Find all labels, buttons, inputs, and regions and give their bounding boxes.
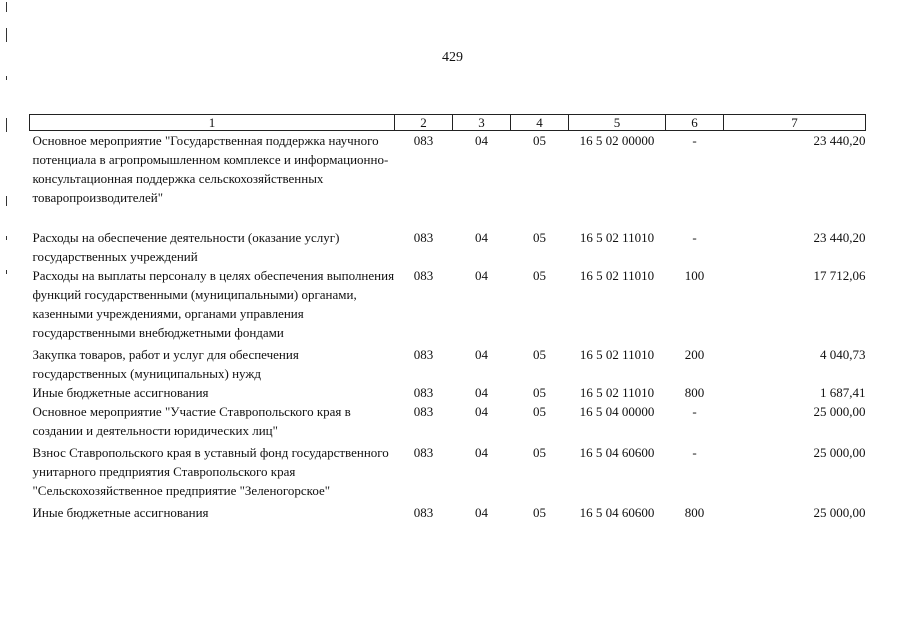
row-code: 083 (413, 385, 434, 400)
column-header-7: 7 (724, 115, 866, 131)
row-expense-type: 200 (684, 347, 705, 362)
table-row (30, 266, 866, 342)
row-code: 083 (413, 505, 434, 520)
row-amount: 1 687,41 (820, 385, 866, 400)
column-header-4: 4 (511, 115, 569, 131)
table-row (30, 383, 866, 402)
row-subsection: 05 (533, 268, 546, 283)
row-code: 083 (413, 133, 434, 148)
row-section: 04 (475, 445, 488, 460)
column-header-2: 2 (395, 115, 453, 131)
row-target-article: 16 5 02 11010 (579, 230, 655, 245)
row-subsection: 05 (533, 404, 546, 419)
row-target-article: 16 5 02 00000 (579, 133, 655, 148)
row-name: Закупка товаров, работ и услуг для обеспечения государственных (муниципальных) нужд (32, 347, 299, 381)
row-subsection: 05 (533, 445, 546, 460)
table-row (30, 131, 866, 208)
row-section: 04 (475, 385, 488, 400)
table-row (30, 503, 866, 522)
row-code: 083 (413, 268, 434, 283)
row-expense-type: - (692, 133, 697, 148)
table-row (30, 443, 866, 500)
row-section: 04 (475, 347, 488, 362)
row-target-article: 16 5 04 60600 (579, 505, 655, 520)
column-header-6: 6 (666, 115, 724, 131)
row-expense-type: 800 (684, 505, 705, 520)
row-subsection: 05 (533, 385, 546, 400)
row-expense-type: - (692, 445, 697, 460)
row-target-article: 16 5 02 11010 (579, 385, 655, 400)
row-amount: 23 440,20 (813, 230, 866, 245)
row-name: Основное мероприятие "Государственная поддержка научного потенциала в агропромышленном комплексе и информационно-консультационная поддержка сельскохозяйственных товаропроизводителей" (32, 133, 389, 205)
table-row (30, 345, 866, 383)
row-code: 083 (413, 230, 434, 245)
row-expense-type: - (692, 230, 697, 245)
scan-margin-marks (0, 0, 10, 640)
row-subsection: 05 (533, 347, 546, 362)
row-subsection: 05 (533, 230, 546, 245)
row-name: Иные бюджетные ассигнования (32, 385, 209, 400)
row-subsection: 05 (533, 133, 546, 148)
table-header-row (30, 115, 866, 131)
row-section: 04 (475, 268, 488, 283)
budget-table (29, 114, 866, 522)
column-header-5: 5 (569, 115, 666, 131)
row-name: Расходы на выплаты персоналу в целях обеспечения выполнения функций государственными (муниципальными) органами, казенными учреждениями, органами управления государственными внебюджетными фондами (32, 268, 395, 340)
row-section: 04 (475, 404, 488, 419)
row-expense-type: 800 (684, 385, 705, 400)
row-expense-type: - (692, 404, 697, 419)
row-amount: 25 000,00 (813, 404, 866, 419)
row-amount: 4 040,73 (820, 347, 866, 362)
row-target-article: 16 5 02 11010 (579, 347, 655, 362)
row-amount: 23 440,20 (813, 133, 866, 148)
row-name: Иные бюджетные ассигнования (32, 505, 209, 520)
row-target-article: 16 5 02 11010 (579, 268, 655, 283)
column-header-3: 3 (453, 115, 511, 131)
row-amount: 25 000,00 (813, 445, 866, 460)
row-name: Расходы на обеспечение деятельности (оказание услуг) государственных учреждений (32, 230, 340, 264)
row-amount: 17 712,06 (813, 268, 866, 283)
page-number: 429 (442, 50, 463, 65)
row-name: Взнос Ставропольского края в уставный фонд государственного унитарного предприятия Ставропольского края "Сельскохозяйственное предприятие "Зеленогорское" (32, 445, 389, 498)
row-section: 04 (475, 505, 488, 520)
table-row (30, 228, 866, 266)
row-subsection: 05 (533, 505, 546, 520)
column-header-1: 1 (30, 115, 395, 131)
row-code: 083 (413, 445, 434, 460)
row-target-article: 16 5 04 60600 (579, 445, 655, 460)
table-row (30, 402, 866, 440)
row-section: 04 (475, 230, 488, 245)
row-name: Основное мероприятие "Участие Ставропольского края в создании и деятельности юридических лиц" (32, 404, 351, 438)
row-section: 04 (475, 133, 488, 148)
row-expense-type: 100 (684, 268, 705, 283)
row-target-article: 16 5 04 00000 (579, 404, 655, 419)
row-code: 083 (413, 404, 434, 419)
row-code: 083 (413, 347, 434, 362)
row-amount: 25 000,00 (813, 505, 866, 520)
